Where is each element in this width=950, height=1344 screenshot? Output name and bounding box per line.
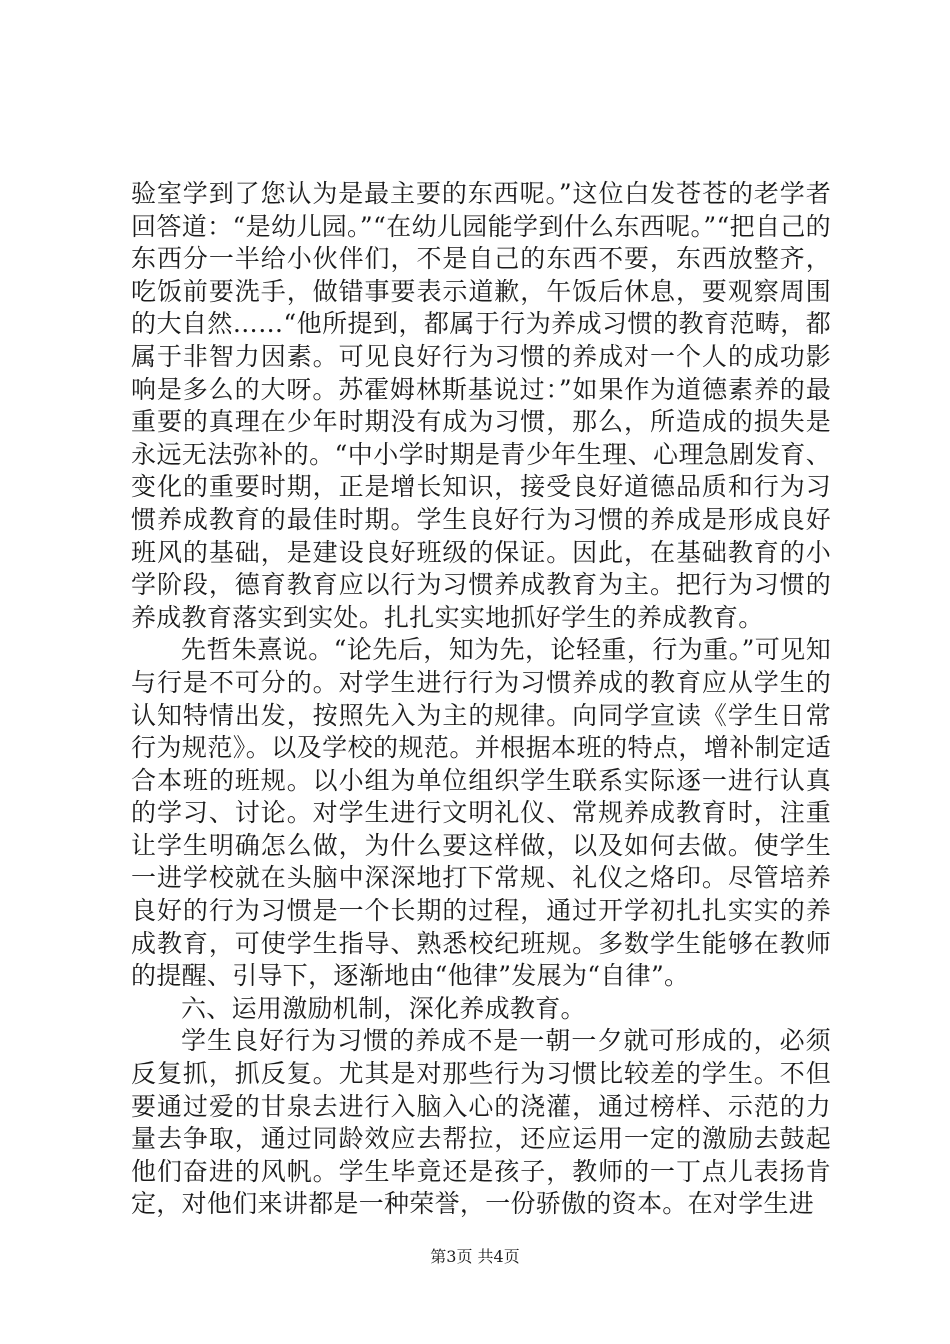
document-body: [131, 178, 831, 1221]
paragraph-3: 学生良好行为习惯的养成不是一朝一夕就可形成的，必须反复抓，抓反复。尤其是对那些行为习惯比较差的学生。不但要通过爱的甘泉去进行入脑入心的浇灌，通过榜样、示范的力量去争取，通过同龄效应去帮拉，还应运用一定的激励去鼓起他们奋进的风帆。学生毕竟还是孩子，教师的一丁点儿表扬肯定，对他们来讲都是一种荣誉，一份骄傲的资本。在对学生进: [131, 1026, 831, 1219]
paragraph-2: 先哲朱熹说。“论先后，知为先，论轻重，行为重。”可见知与行是不可分的。对学生进行行为习惯养成的教育应从学生的认知特情出发，按照先入为主的规律。向同学宣读《学生日常行为规范》。以及学校的规范。并根据本班的特点，增补制定适合本班的班规。以小组为单位组织学生联系实际逐一进行认真的学习、讨论。对学生进行文明礼仪、常规养成教育时，注重让学生明确怎么做，为什么要这样做，以及如何去做。使学生一进学校就在头脑中深深地打下常规、礼仪之烙印。尽管培养良好的行为习惯是一个长期的过程，通过开学初扎扎实实的养成教育，可使学生指导、熟悉校纪班规。多数学生能够在教师的提醒、引导下，逐渐地由“他律”发展为“自律”。: [131, 635, 831, 991]
section-heading: 六、运用激励机制，深化养成教育。: [181, 993, 586, 1023]
paragraph-1: 验室学到了您认为是最主要的东西呢。”这位白发苍苍的老学者回答道：“是幼儿园。”“在幼儿园能学到什么东西呢。”“把自己的东西分一半给小伙伴们，不是自己的东西不要，东西放整齐，吃饭前要洗手，做错事要表示道歉，午饭后休息，要观察周围的大自然……“他所提到，都属于行为养成习惯的教育范畴，都属于非智力因素。可见良好行为习惯的养成对一个人的成功影响是多么的大呀。苏霍姆林斯基说过：”如果作为道德素养的最重要的真理在少年时期没有成为习惯，那么，所造成的损失是永远无法弥补的。“中小学时期是青少年生理、心理急剧发育、变化的重要时期，正是增长知识，接受良好道德品质和行为习惯养成教育的最佳时期。学生良好行为习惯的养成是形成良好班风的基础，是建设良好班级的保证。因此，在基础教育的小学阶段，德育教育应以行为习惯养成教育为主。把行为习惯的养成教育落实到实处。扎扎实实地抓好学生的养成教育。: [131, 179, 831, 632]
page-footer: 第3页 共4页: [430, 1247, 520, 1266]
